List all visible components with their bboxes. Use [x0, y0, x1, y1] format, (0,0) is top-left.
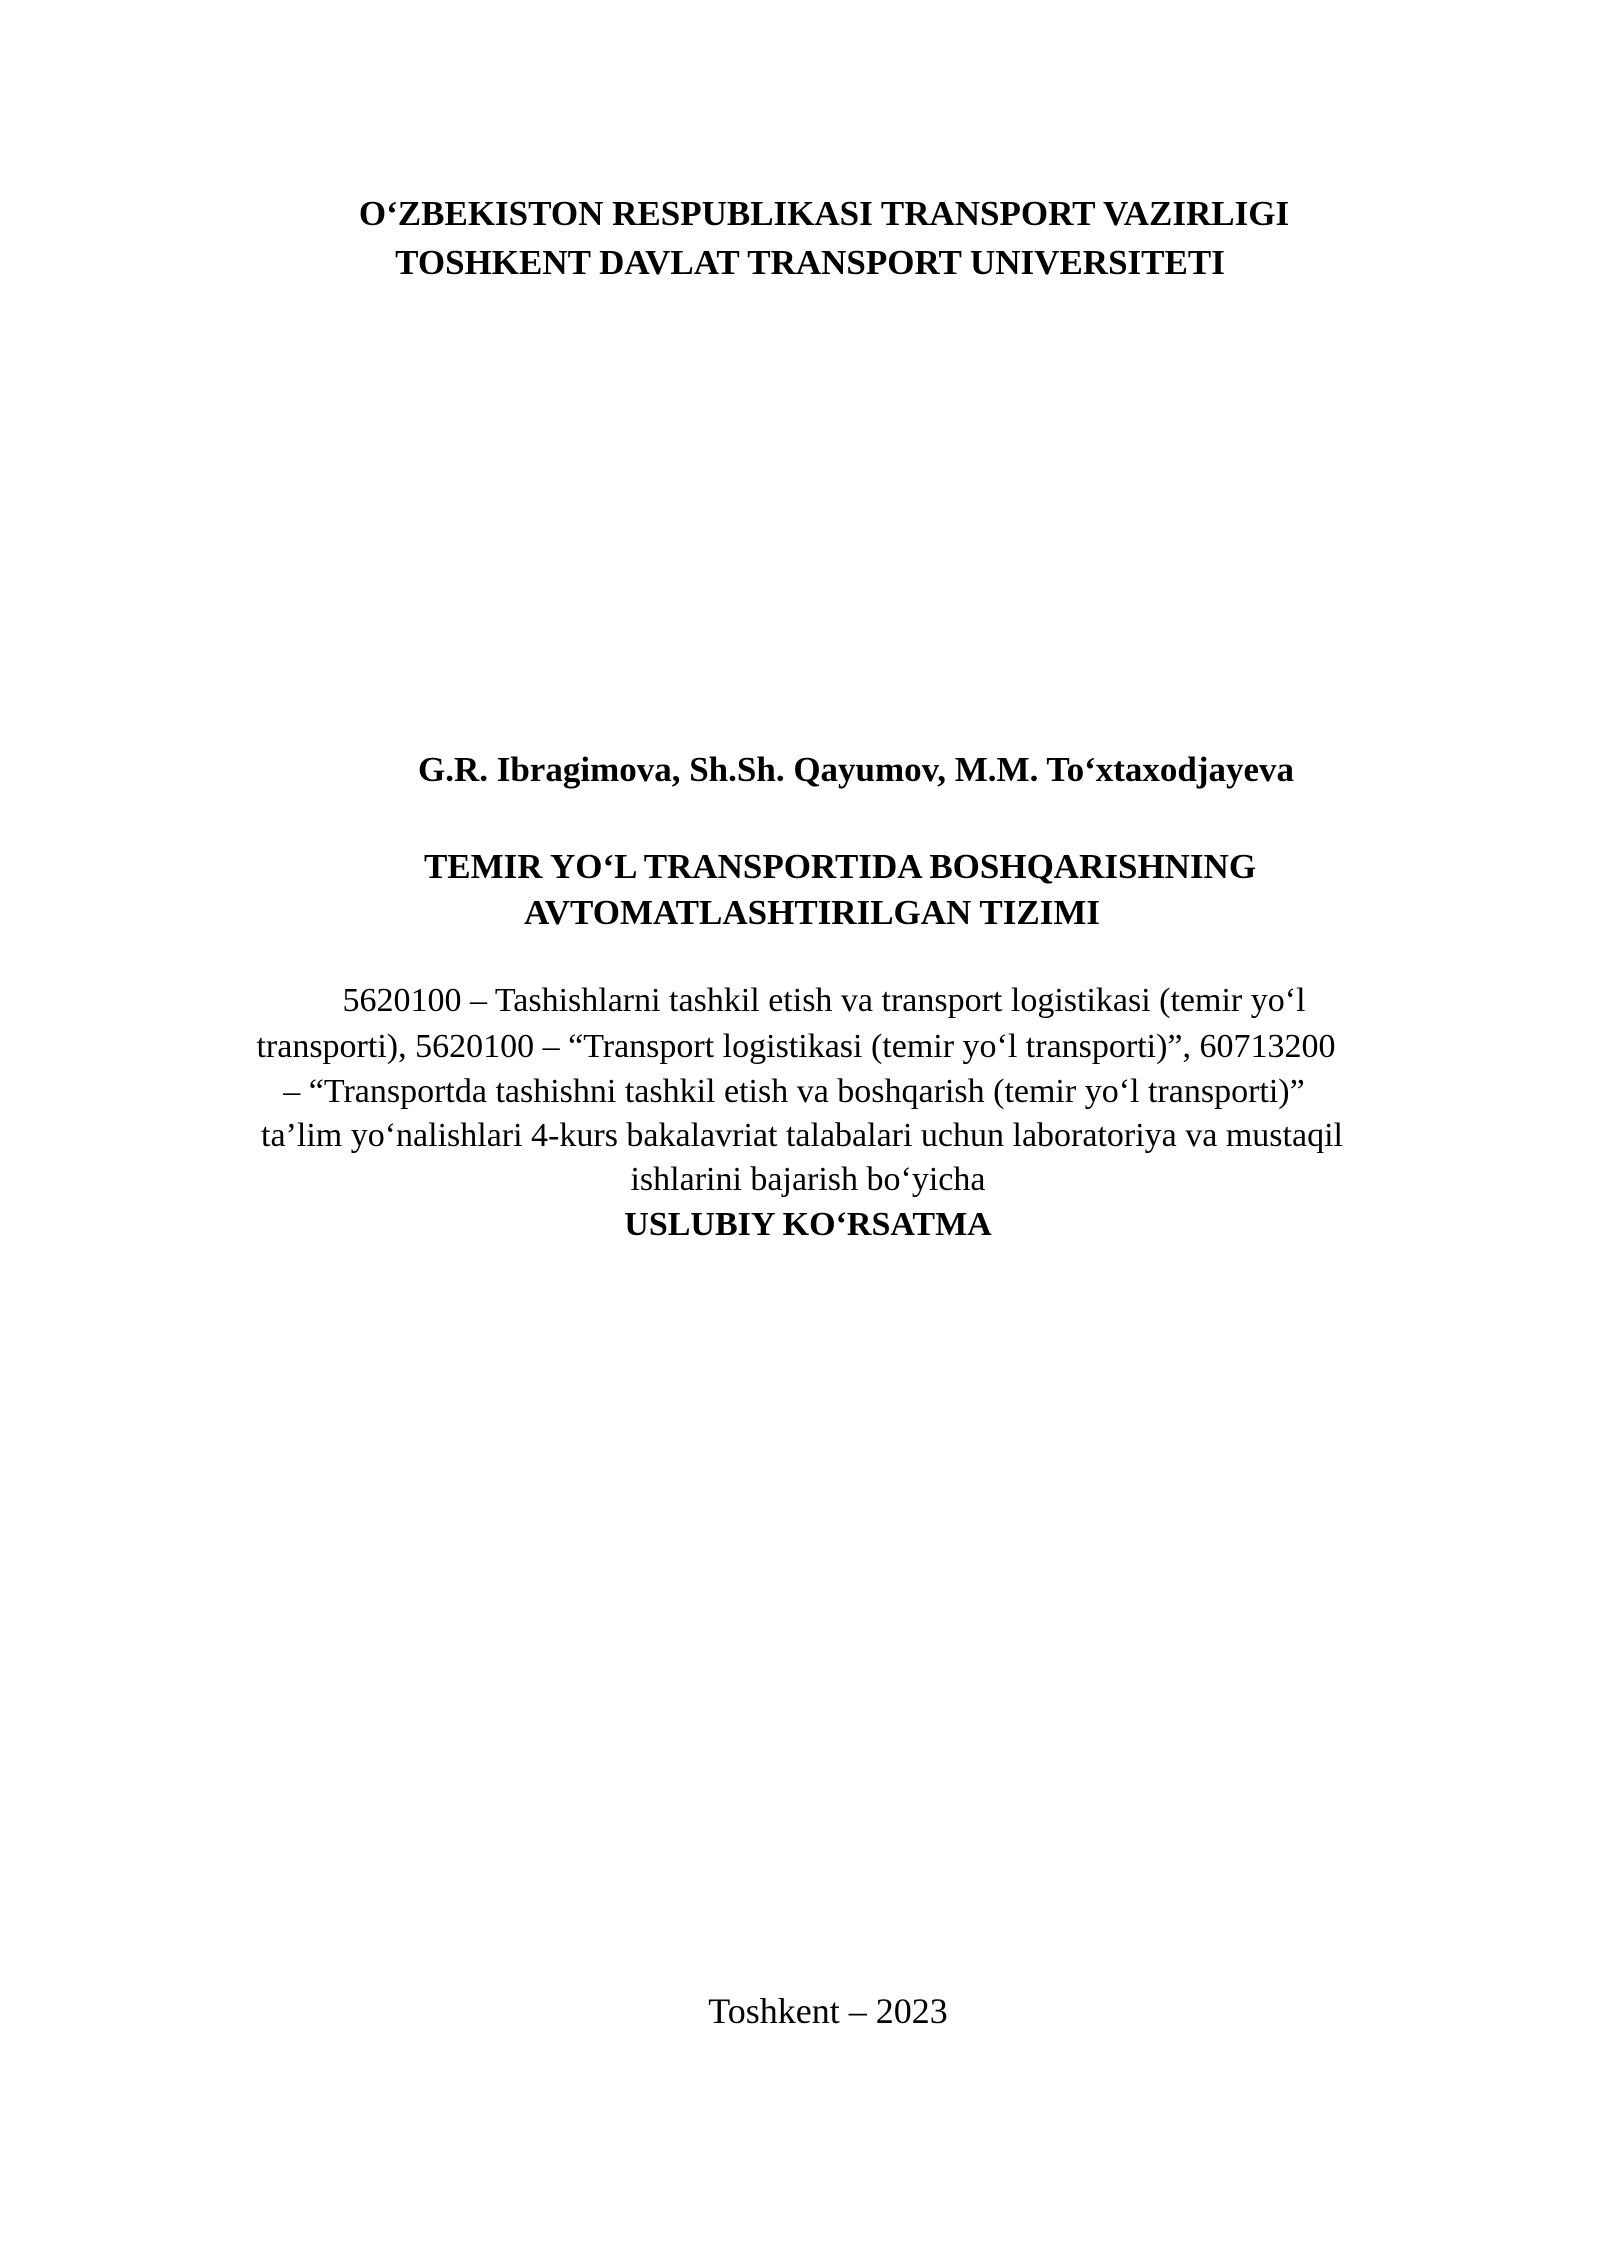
description-line-4: ta’lim yo‘nalishlari 4-kurs bakalavriat talabalari uchun laboratoriya va mustaqil: [261, 1117, 1343, 1154]
title-line-1: TEMIR YO‘L TRANSPORTIDA BOSHQARISHNING: [423, 847, 1257, 886]
university-heading: TOSHKENT DAVLAT TRANSPORT UNIVERSITETI: [395, 243, 1225, 282]
title-line-2: AVTOMATLASHTIRILGAN TIZIMI: [523, 893, 1101, 932]
city-year: Toshkent – 2023: [708, 1991, 948, 2031]
description-line-2: transporti), 5620100 – “Transport logistikasi (temir yo‘l transporti)”, 60713200: [256, 1028, 1336, 1065]
description-line-1: 5620100 – Tashishlarni tashkil etish va transport logistikasi (temir yo‘l: [342, 982, 1306, 1019]
document-type: USLUBIY KO‘RSATMA: [624, 1206, 992, 1243]
description-line-5: ishlarini bajarish bo‘yicha: [630, 1161, 986, 1198]
ministry-heading: O‘ZBEKISTON RESPUBLIKASI TRANSPORT VAZIRLIGI: [358, 194, 1290, 233]
description-line-3: – “Transportda tashishni tashkil etish va boshqarish (temir yo‘l transporti)”: [283, 1073, 1305, 1110]
authors-line: G.R. Ibragimova, Sh.Sh. Qayumov, M.M. To‘xtaxodjayeva: [417, 750, 1295, 789]
